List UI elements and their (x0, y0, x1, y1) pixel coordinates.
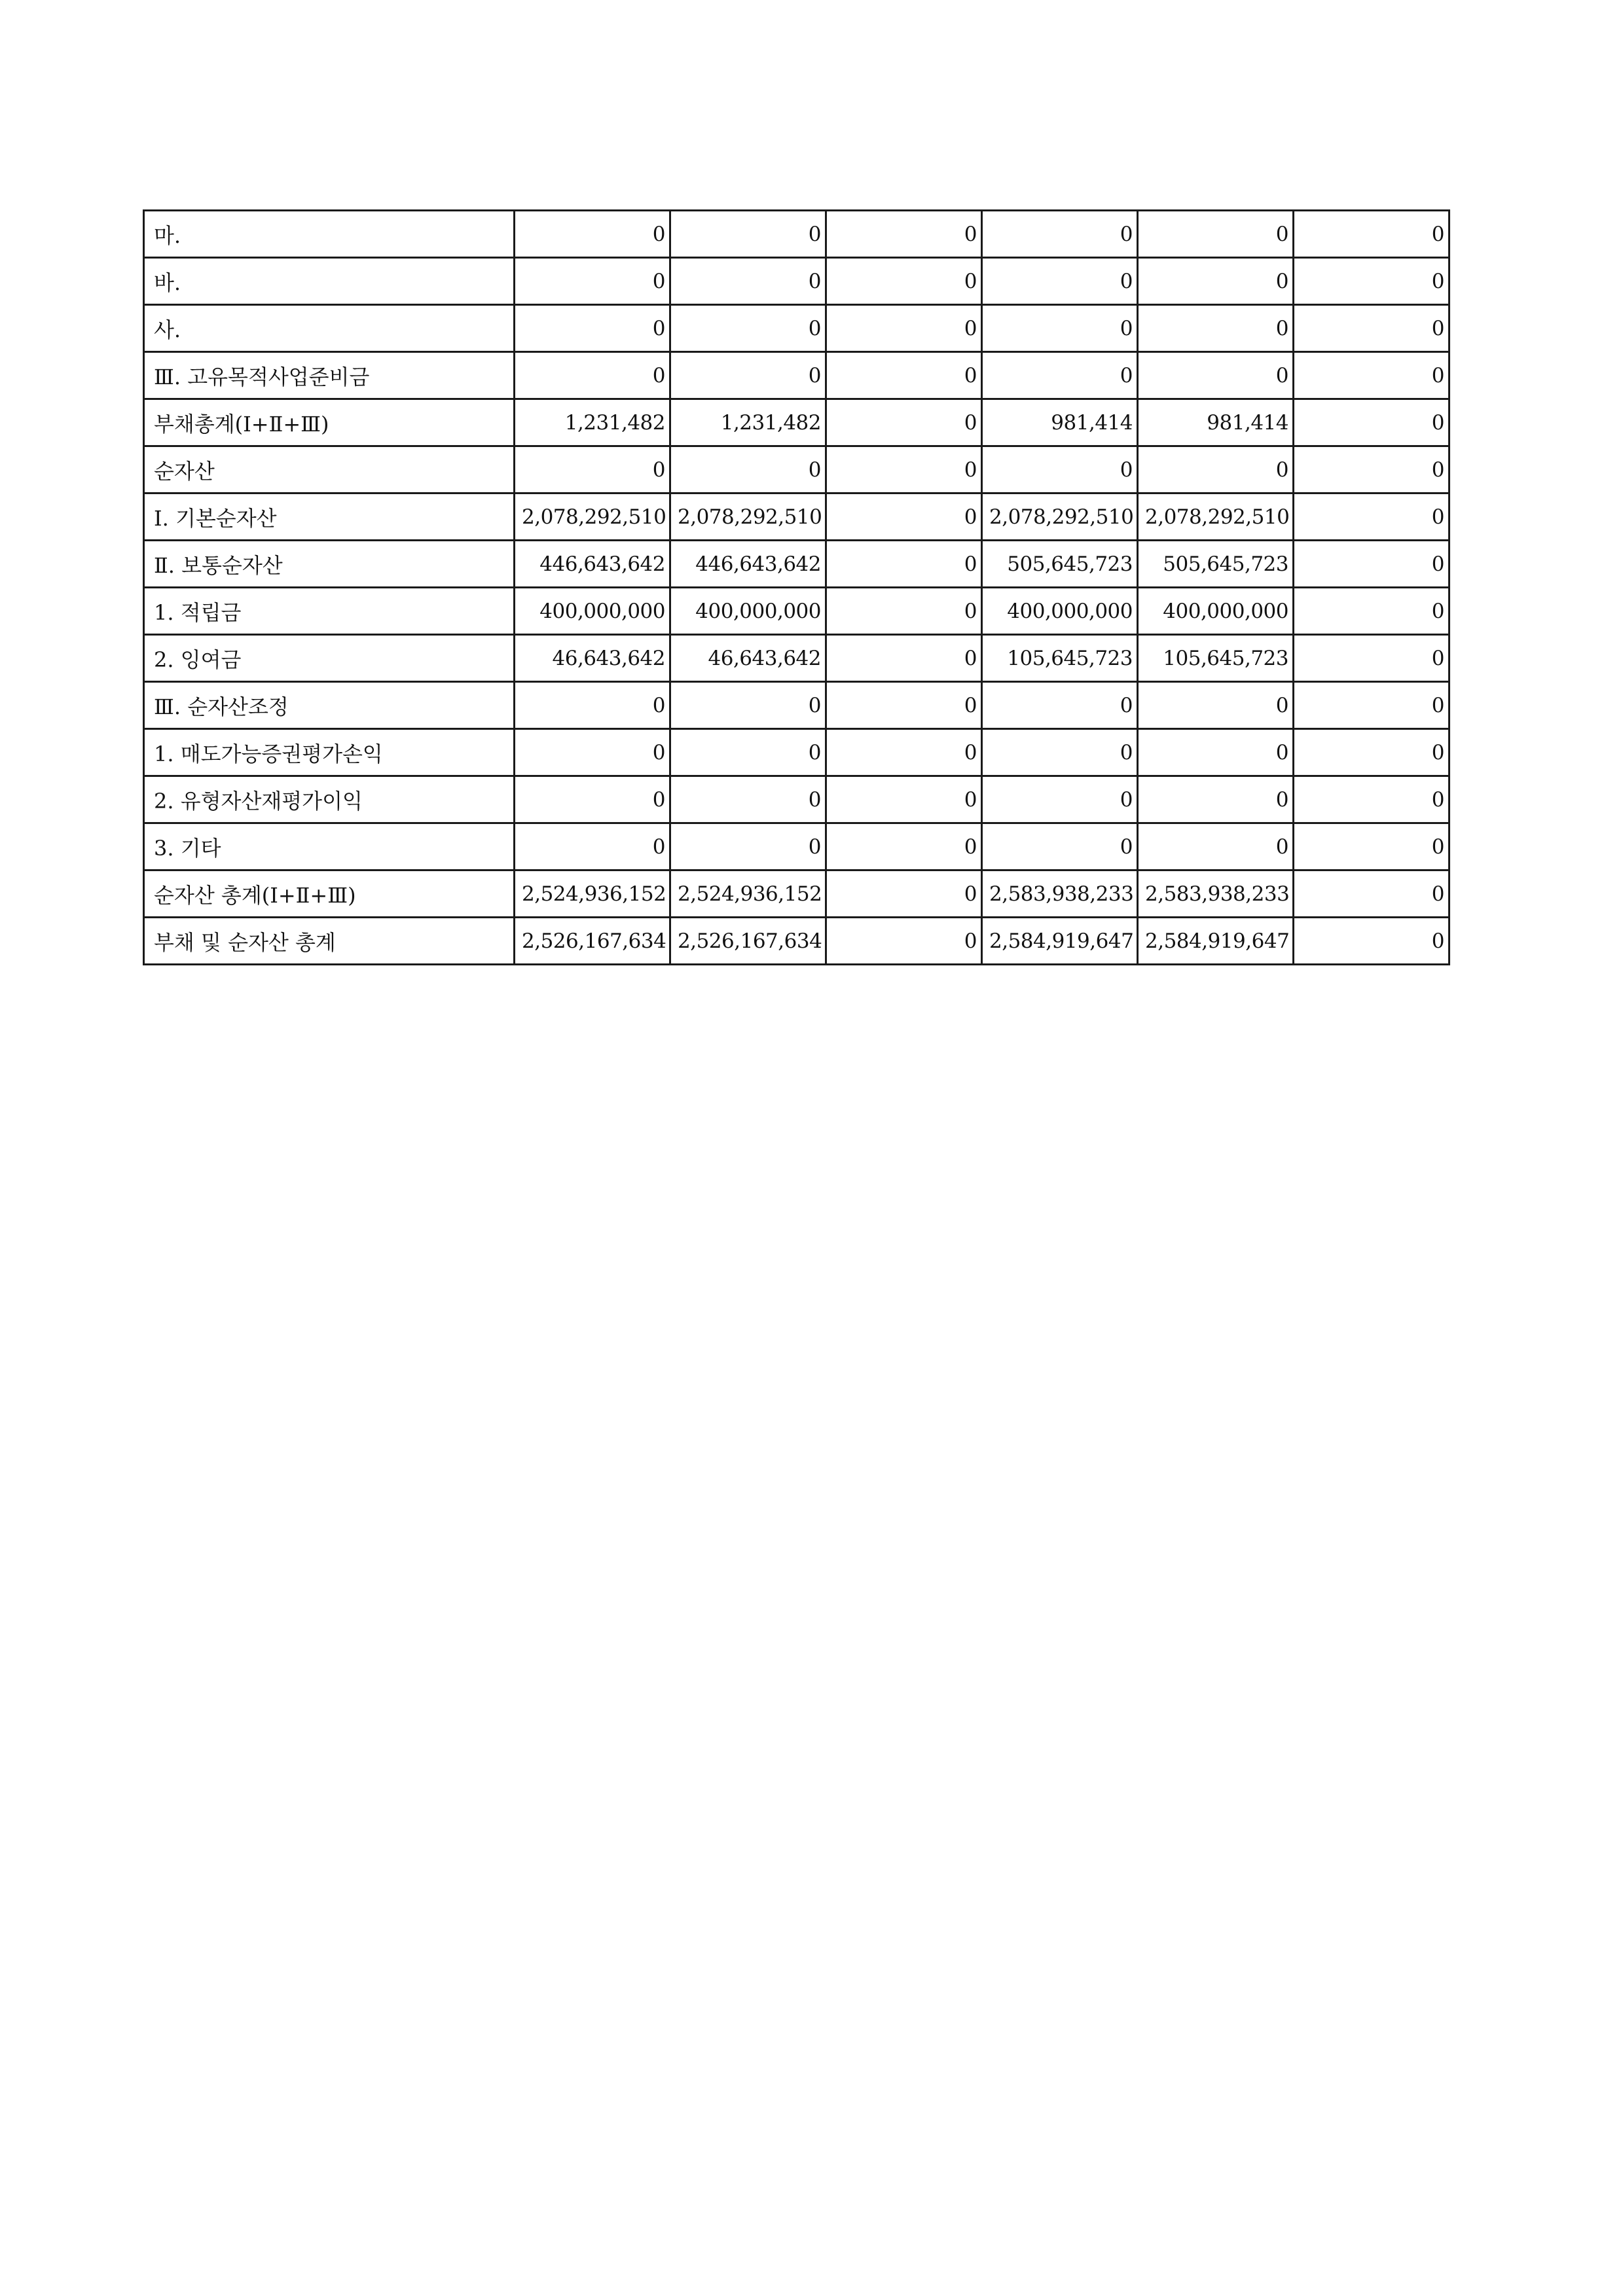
amount-cell: 0 (1294, 918, 1450, 965)
amount-cell: 0 (1294, 352, 1450, 399)
amount-cell: 0 (515, 446, 670, 493)
amount-cell: 0 (1294, 823, 1450, 870)
amount-cell: 46,643,642 (670, 635, 826, 682)
amount-cell: 0 (826, 729, 982, 776)
row-label: 부채 및 순자산 총계 (144, 918, 515, 965)
amount-cell: 0 (826, 682, 982, 729)
row-label: Ⅱ. 보통순자산 (144, 541, 515, 588)
amount-cell: 0 (826, 588, 982, 635)
amount-cell: 1,231,482 (670, 399, 826, 446)
amount-cell: 505,645,723 (1138, 541, 1294, 588)
row-label: 마. (144, 211, 515, 258)
amount-cell: 2,584,919,647 (1138, 918, 1294, 965)
row-label: Ⅰ. 기본순자산 (144, 493, 515, 541)
table-row (144, 258, 1450, 305)
amount-cell: 2,078,292,510 (515, 493, 670, 541)
amount-cell: 0 (1294, 682, 1450, 729)
amount-cell: 0 (1294, 776, 1450, 823)
amount-cell: 0 (1294, 588, 1450, 635)
amount-cell: 0 (1294, 211, 1450, 258)
amount-cell: 0 (1294, 446, 1450, 493)
table-row (144, 541, 1450, 588)
balance-sheet-body (144, 211, 1450, 965)
amount-cell: 0 (982, 305, 1138, 352)
amount-cell: 0 (826, 823, 982, 870)
table-row (144, 729, 1450, 776)
row-label: 1. 적립금 (144, 588, 515, 635)
amount-cell: 0 (515, 258, 670, 305)
amount-cell: 2,078,292,510 (670, 493, 826, 541)
amount-cell: 2,078,292,510 (1138, 493, 1294, 541)
amount-cell: 0 (982, 446, 1138, 493)
amount-cell: 0 (1138, 352, 1294, 399)
row-label: 1. 매도가능증권평가손익 (144, 729, 515, 776)
amount-cell: 505,645,723 (982, 541, 1138, 588)
amount-cell: 0 (1138, 446, 1294, 493)
amount-cell: 446,643,642 (515, 541, 670, 588)
amount-cell: 2,078,292,510 (982, 493, 1138, 541)
amount-cell: 1,231,482 (515, 399, 670, 446)
amount-cell: 0 (826, 446, 982, 493)
row-label: 사. (144, 305, 515, 352)
row-label: 2. 잉여금 (144, 635, 515, 682)
amount-cell: 0 (515, 729, 670, 776)
amount-cell: 0 (826, 211, 982, 258)
amount-cell: 0 (982, 258, 1138, 305)
amount-cell: 2,583,938,233 (982, 870, 1138, 918)
amount-cell: 0 (982, 211, 1138, 258)
table-row (144, 493, 1450, 541)
amount-cell: 0 (826, 305, 982, 352)
amount-cell: 0 (826, 258, 982, 305)
amount-cell: 2,584,919,647 (982, 918, 1138, 965)
amount-cell: 2,526,167,634 (515, 918, 670, 965)
amount-cell: 0 (1294, 258, 1450, 305)
amount-cell: 0 (1294, 541, 1450, 588)
row-label: Ⅲ. 고유목적사업준비금 (144, 352, 515, 399)
amount-cell: 446,643,642 (670, 541, 826, 588)
amount-cell: 0 (826, 918, 982, 965)
amount-cell: 0 (515, 352, 670, 399)
amount-cell: 0 (982, 352, 1138, 399)
amount-cell: 105,645,723 (982, 635, 1138, 682)
amount-cell: 0 (670, 729, 826, 776)
table-row (144, 918, 1450, 965)
amount-cell: 0 (515, 823, 670, 870)
amount-cell: 0 (826, 635, 982, 682)
row-label: 순자산 (144, 446, 515, 493)
amount-cell: 0 (670, 682, 826, 729)
row-label: 부채총계(Ⅰ+Ⅱ+Ⅲ) (144, 399, 515, 446)
table-row (144, 588, 1450, 635)
amount-cell: 0 (1294, 399, 1450, 446)
amount-cell: 0 (515, 211, 670, 258)
amount-cell: 400,000,000 (670, 588, 826, 635)
amount-cell: 0 (1294, 729, 1450, 776)
amount-cell: 0 (826, 541, 982, 588)
amount-cell: 0 (1138, 776, 1294, 823)
table-row (144, 776, 1450, 823)
amount-cell: 0 (1294, 305, 1450, 352)
table-row (144, 682, 1450, 729)
table-row (144, 352, 1450, 399)
table-row (144, 446, 1450, 493)
amount-cell: 2,524,936,152 (670, 870, 826, 918)
amount-cell: 0 (982, 682, 1138, 729)
amount-cell: 0 (826, 399, 982, 446)
amount-cell: 0 (982, 776, 1138, 823)
amount-cell: 0 (982, 823, 1138, 870)
amount-cell: 0 (670, 776, 826, 823)
amount-cell: 46,643,642 (515, 635, 670, 682)
amount-cell: 0 (1138, 823, 1294, 870)
amount-cell: 0 (670, 823, 826, 870)
row-label: 순자산 총계(Ⅰ+Ⅱ+Ⅲ) (144, 870, 515, 918)
amount-cell: 0 (982, 729, 1138, 776)
row-label: 3. 기타 (144, 823, 515, 870)
amount-cell: 400,000,000 (982, 588, 1138, 635)
amount-cell: 0 (1294, 870, 1450, 918)
row-label: 바. (144, 258, 515, 305)
amount-cell: 0 (670, 305, 826, 352)
amount-cell: 0 (826, 352, 982, 399)
amount-cell: 981,414 (1138, 399, 1294, 446)
amount-cell: 0 (670, 258, 826, 305)
row-label: 2. 유형자산재평가이익 (144, 776, 515, 823)
amount-cell: 105,645,723 (1138, 635, 1294, 682)
amount-cell: 0 (515, 682, 670, 729)
table-row (144, 823, 1450, 870)
amount-cell: 0 (1294, 635, 1450, 682)
amount-cell: 0 (826, 776, 982, 823)
amount-cell: 0 (1138, 305, 1294, 352)
amount-cell: 0 (515, 305, 670, 352)
amount-cell: 2,524,936,152 (515, 870, 670, 918)
amount-cell: 2,526,167,634 (670, 918, 826, 965)
amount-cell: 0 (1294, 493, 1450, 541)
amount-cell: 0 (515, 776, 670, 823)
amount-cell: 0 (670, 352, 826, 399)
amount-cell: 0 (1138, 258, 1294, 305)
amount-cell: 0 (670, 211, 826, 258)
table-row (144, 399, 1450, 446)
amount-cell: 0 (1138, 211, 1294, 258)
amount-cell: 400,000,000 (1138, 588, 1294, 635)
amount-cell: 0 (670, 446, 826, 493)
table-row (144, 211, 1450, 258)
table-row (144, 870, 1450, 918)
amount-cell: 0 (826, 493, 982, 541)
amount-cell: 0 (1138, 682, 1294, 729)
table-row (144, 635, 1450, 682)
row-label: Ⅲ. 순자산조정 (144, 682, 515, 729)
amount-cell: 0 (826, 870, 982, 918)
balance-sheet-table (143, 209, 1450, 965)
amount-cell: 2,583,938,233 (1138, 870, 1294, 918)
amount-cell: 0 (1138, 729, 1294, 776)
amount-cell: 400,000,000 (515, 588, 670, 635)
amount-cell: 981,414 (982, 399, 1138, 446)
table-row (144, 305, 1450, 352)
